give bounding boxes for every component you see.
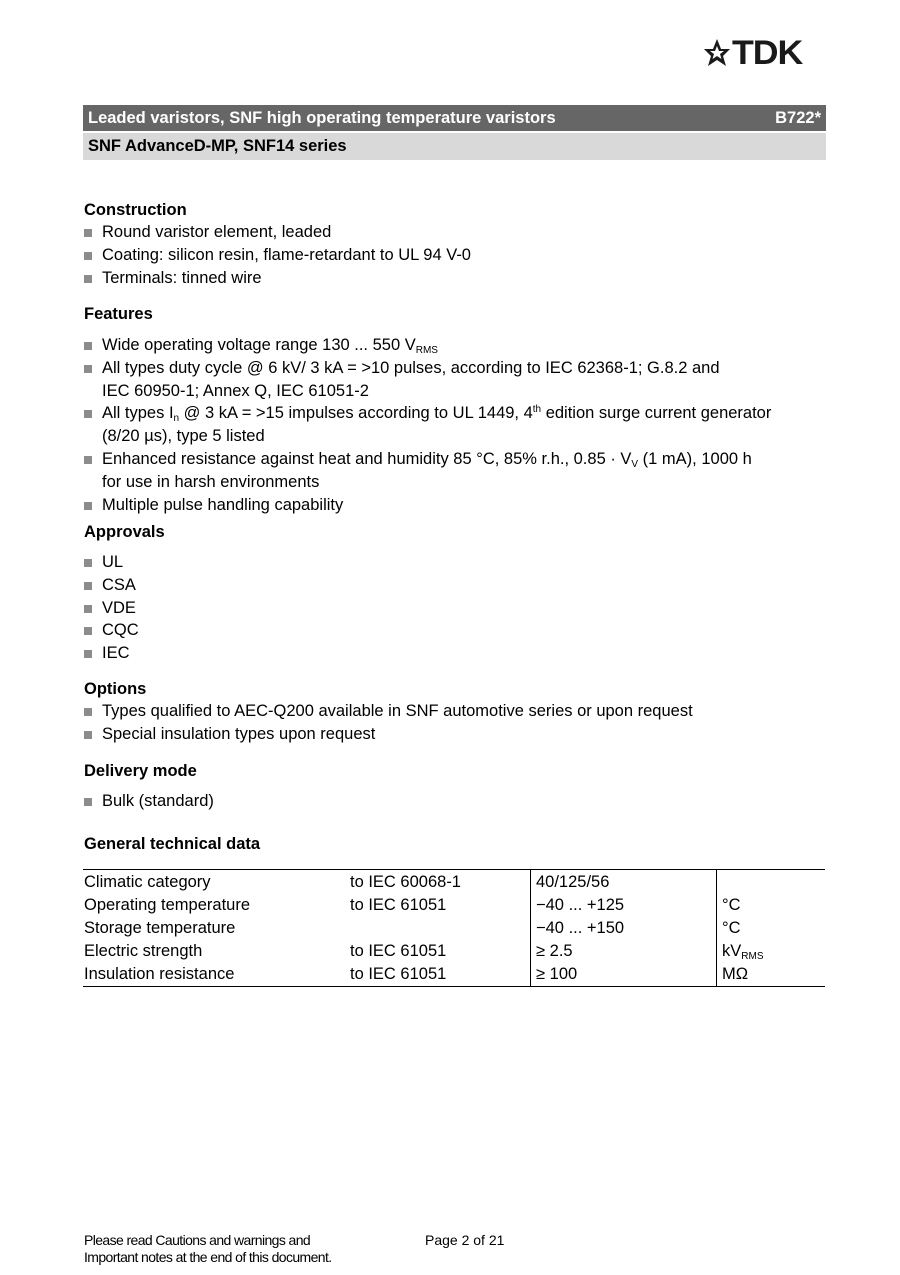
list-item: CSA xyxy=(84,574,165,597)
table-row: Storage temperature −40 ... +150 °C xyxy=(83,917,825,940)
construction-heading: Construction xyxy=(84,201,187,219)
table-row: Electric strength to IEC 61051 ≥ 2.5 $kV_{RMS}$ xyxy=(84,942,764,962)
delivery-section xyxy=(84,760,214,813)
list-item: Round varistor element, leaded xyxy=(84,221,471,244)
list-item: Bulk (standard) xyxy=(84,790,214,813)
bullet-icon xyxy=(84,798,92,806)
bullet-icon xyxy=(84,502,92,510)
document-header xyxy=(83,105,826,131)
bullet-icon xyxy=(84,456,92,464)
list-item: Multiple pulse handling capability xyxy=(84,494,771,517)
general-data-heading: General technical data xyxy=(84,835,261,853)
features-heading: Features xyxy=(84,305,153,323)
tdk-logo xyxy=(702,34,828,72)
features-section xyxy=(84,303,771,516)
page-number: Page 2 of 21 xyxy=(425,1232,505,1248)
tdk-star-icon xyxy=(702,37,732,69)
list-item: All types $I_n$ @ 3 kA = >15 impulses according to UL 1449, 4th edition surge current generator (8/20 µs), type 5 listed xyxy=(84,402,771,448)
bullet-icon xyxy=(84,708,92,716)
series-title: SNF AdvanceD-MP, SNF14 series xyxy=(88,137,347,155)
list-item: Enhanced resistance against heat and humidity 85 °C, 85% r.h., $0.85 \cdot V_V$ (1 mA), 1000 h for use in harsh environments xyxy=(84,448,771,494)
series-header xyxy=(83,133,826,160)
bullet-icon xyxy=(84,650,92,658)
general-data-section xyxy=(84,833,260,855)
bullet-icon xyxy=(84,731,92,739)
list-item: IEC xyxy=(84,642,165,665)
approvals-section xyxy=(84,521,165,665)
bullet-icon xyxy=(84,627,92,635)
bullet-icon xyxy=(84,229,92,237)
approvals-heading: Approvals xyxy=(84,523,165,541)
list-item: All types duty cycle @ 6 kV/ 3 kA = >10 pulses, according to IEC 62368-1; G.8.2 and IEC 60950-1; Annex Q, IEC 61051-2 xyxy=(84,357,771,403)
list-item: UL xyxy=(84,551,165,574)
footer-note: Please read Cautions and warnings and Important notes at the end of this document. xyxy=(84,1232,332,1265)
options-heading: Options xyxy=(84,680,147,698)
bullet-icon xyxy=(84,275,92,283)
bullet-icon xyxy=(84,559,92,567)
logo-text: TDK xyxy=(732,34,803,72)
options-section xyxy=(84,678,693,746)
list-item: Terminals: tinned wire xyxy=(84,267,471,290)
list-item: VDE xyxy=(84,597,165,620)
header-title: Leaded varistors, SNF high operating temperature varistors xyxy=(88,108,556,127)
table-row: Climatic category to IEC 60068-1 40/125/56 xyxy=(83,870,825,895)
table-row: Operating temperature to IEC 61051 −40 ... +125 °C xyxy=(83,894,825,917)
technical-data-table xyxy=(83,869,825,987)
bullet-icon xyxy=(84,605,92,613)
bullet-icon xyxy=(84,365,92,373)
construction-section xyxy=(84,199,471,289)
list-item: Special insulation types upon request xyxy=(84,723,693,746)
bullet-icon xyxy=(84,342,92,350)
bullet-icon xyxy=(84,252,92,260)
bullet-icon xyxy=(84,582,92,590)
bullet-icon xyxy=(84,410,92,418)
list-item: CQC xyxy=(84,619,165,642)
list-item: Wide operating voltage range 130 ... 550 $V_{RMS}$ xyxy=(84,334,771,357)
table-row: Insulation resistance to IEC 61051 ≥ 100 MΩ xyxy=(83,963,825,987)
list-item: Coating: silicon resin, flame-retardant to UL 94 V-0 xyxy=(84,244,471,267)
header-code: B722* xyxy=(775,108,821,127)
list-item: Types qualified to AEC-Q200 available in SNF automotive series or upon request xyxy=(84,700,693,723)
delivery-heading: Delivery mode xyxy=(84,762,197,780)
